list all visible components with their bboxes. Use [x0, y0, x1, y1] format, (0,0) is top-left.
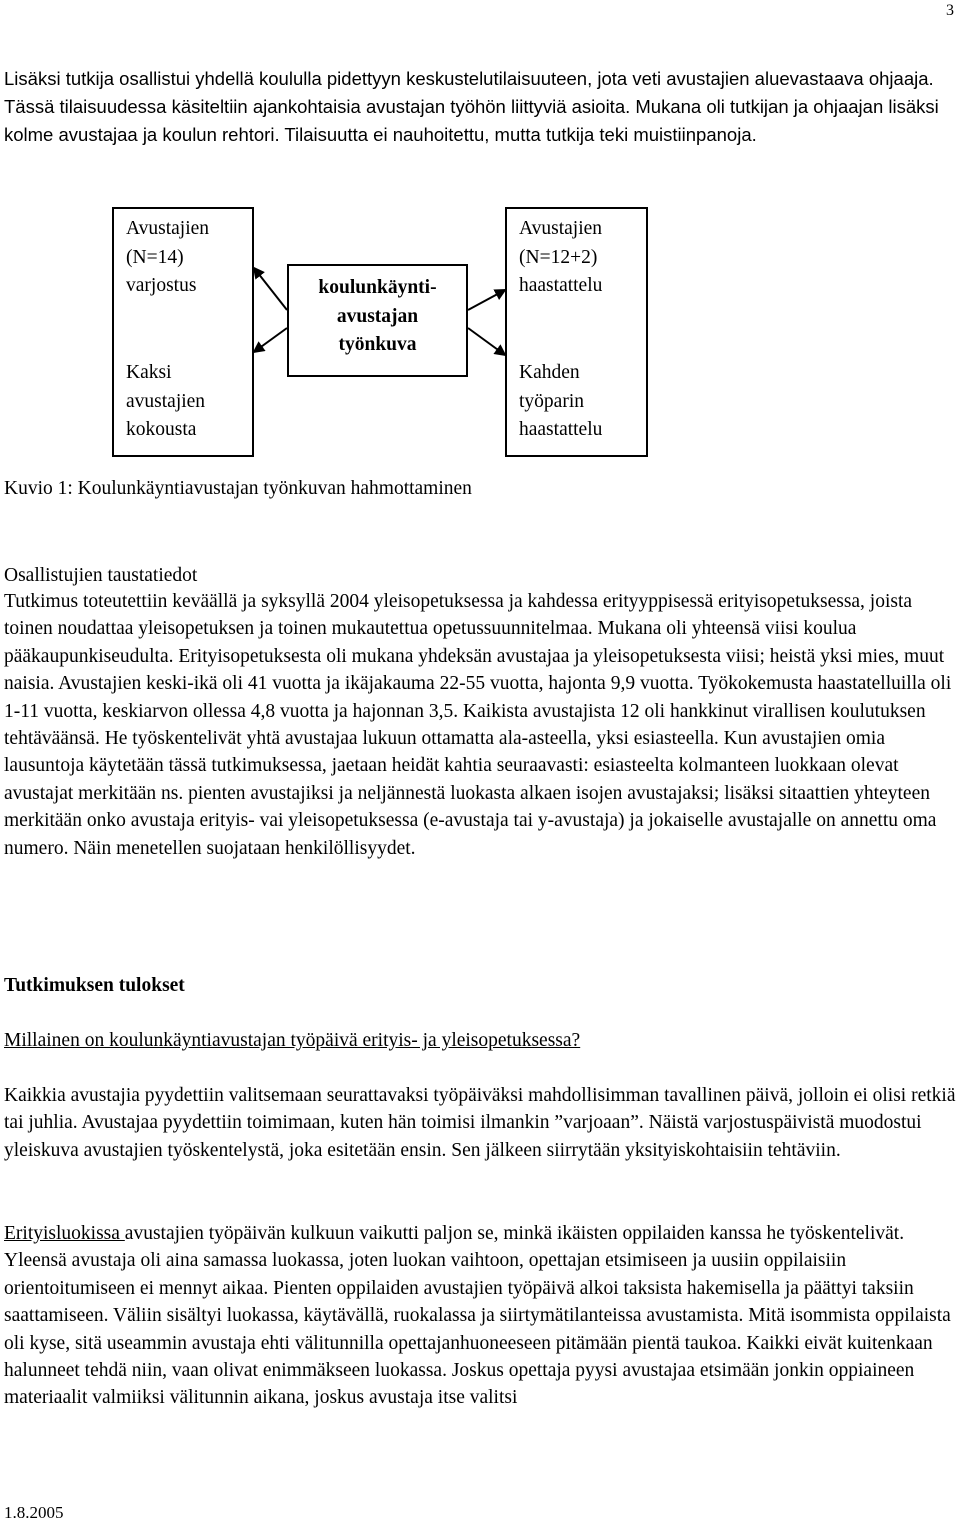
footer-date: 1.8.2005 [4, 1503, 64, 1522]
shadowing-label: Avustajien (N=14) varjostus [126, 218, 210, 296]
research-diagram [0, 200, 960, 470]
page-number: 3 [946, 2, 954, 19]
results-heading: Tutkimuksen tulokset [4, 975, 185, 996]
right-methods-box [505, 207, 648, 457]
special-class-paragraph [4, 1220, 958, 1412]
arrow-to-meetings [254, 328, 287, 352]
center-job-box [287, 264, 468, 377]
job-description-label: koulunkäynti- avustajan työnkuva [318, 277, 437, 355]
intro-paragraph: Lisäksi tutkija osallistui yhdellä koululla pidettyyn keskustelutilaisuuteen, jota veti avustajien aluevastaava ohjaaja. Tässä tilaisuudessa käsiteltiin ajankohtaisia avustajan työhön liittyviä asioita. Mukana oli tutkijan ja ohjaajan lisäksi kolme avustajaa ja koulun rehtori. Tilaisuutta ei nauhoitettu, mutta tutkija teki muistiinpanoja. [4, 68, 939, 145]
figure-caption: Kuvio 1: Koulunkäyntiavustajan työnkuvan hahmottaminen [4, 478, 472, 499]
background-paragraph: Tutkimus toteutettiin keväällä ja syksyllä 2004 yleisopetuksessa ja kahdessa erityyppisessä erityisopetuksessa, joista toinen noudattaa yleisopetuksen ja toinen mukautettua opetussuunnitelmaa. Mukana oli yhteensä viisi koulua pääkaupunkiseudulta. Erityisopetuksesta oli mukana yhdeksän avustajaa ja yleisopetuksesta viisi; heistä yksi mies, muut naisia. Avustajien keski-ikä oli 41 vuotta ja ikäjakauma 22-55 vuotta, hajonta 9,9 vuotta. Työkokemusta haastatelluilla oli 1-11 vuotta, keskiarvon ollessa 4,8 vuotta ja hajonnan 3,5. Kaikista avustajista 12 oli hankkinut virallisen koulutuksen tehtäväänsä. He työskentelivät yhtä avustajaa lukuun ottamatta ala-asteella, yksi esiasteella. Kun avustajien omia lausuntoja käytetään tässä tutkimuksessa, jaetaan heidät kahtia seuraavasti: esiasteelta kolmanteen luokkaan olevat avustajat merkitään ns. pienten avustajiksi ja neljännestä luokasta alkaen isojen avustajaksi; lisäksi sitaattien yhteyteen merkitään onko avustaja erityis- vai yleisopetuksessa (e-avustaja tai y-avustaja) ja jokaiselle avustajalle on annettu oma numero. Näin menetellen suojataan henkilöllisyydet. [4, 591, 952, 859]
question-heading: Millainen on koulunkäyntiavustajan työpäivä erityis- ja yleisopetuksessa? [4, 1030, 581, 1051]
arrow-to-pair-interviews [468, 328, 505, 355]
results-paragraph: Kaikkia avustajia pyydettiin valitsemaan seurattavaksi työpäiväksi mahdollisimman tavallinen päivä, jolloin ei olisi retkiä tai juhlia. Avustajaa pyydettiin toimimaan, kuten hän toimisi ilmankin ”varjoaan”. Näistä varjostuspäivistä muodostui yleiskuva avustajien työskentelystä, joka esitetään ensin. Sen jälkeen siirrytään yksityiskohtaisiin tehtäviin. [4, 1085, 956, 1161]
special-class-text: avustajien työpäivän kulkuun vaikutti paljon se, minkä ikäisten oppilaiden kanssa he työskentelivät. Yleensä avustaja oli aina samassa luokassa, joten luokan vaihtoon, opettajan etsimiseen ja uusiin oppilaisiin orientoitumiseen ei mennyt aikaa. Pienten oppilaiden avustajien työpäivä alkoi taksista hakemisella ja päättyi taksiin saattamiseen. Väliin sisältyi luokassa, käytävällä, ruokalassa ja siirtymätilanteissa avustamista. Mitä isommista oppilaista oli kyse, sitä useammin avustaja ehti välitunnilla opettajanhuoneeseen pitämään pientä taukoa. Kaikki eivät kuitenkaan halunneet tehdä niin, vaan olivat enimmäkseen luokassa. Joskus opettaja pyysi avustajaa etsimään jonkin oppiaineen materiaalit valmiiksi välitunnin aikana, joskus avustaja itse valitsi [4, 1223, 951, 1409]
background-heading: Osallistujien taustatiedot [4, 565, 198, 586]
pair-interviews-label: Kahden työparin haastattelu [519, 362, 603, 440]
meetings-label: Kaksi avustajien kokousta [126, 362, 206, 440]
left-methods-box [112, 207, 254, 457]
interviews-label: Avustajien (N=12+2) haastattelu [519, 218, 603, 296]
arrow-to-shadowing [254, 268, 287, 310]
arrow-to-interviews [468, 290, 505, 310]
special-class-label: Erityisluokissa [4, 1223, 125, 1244]
